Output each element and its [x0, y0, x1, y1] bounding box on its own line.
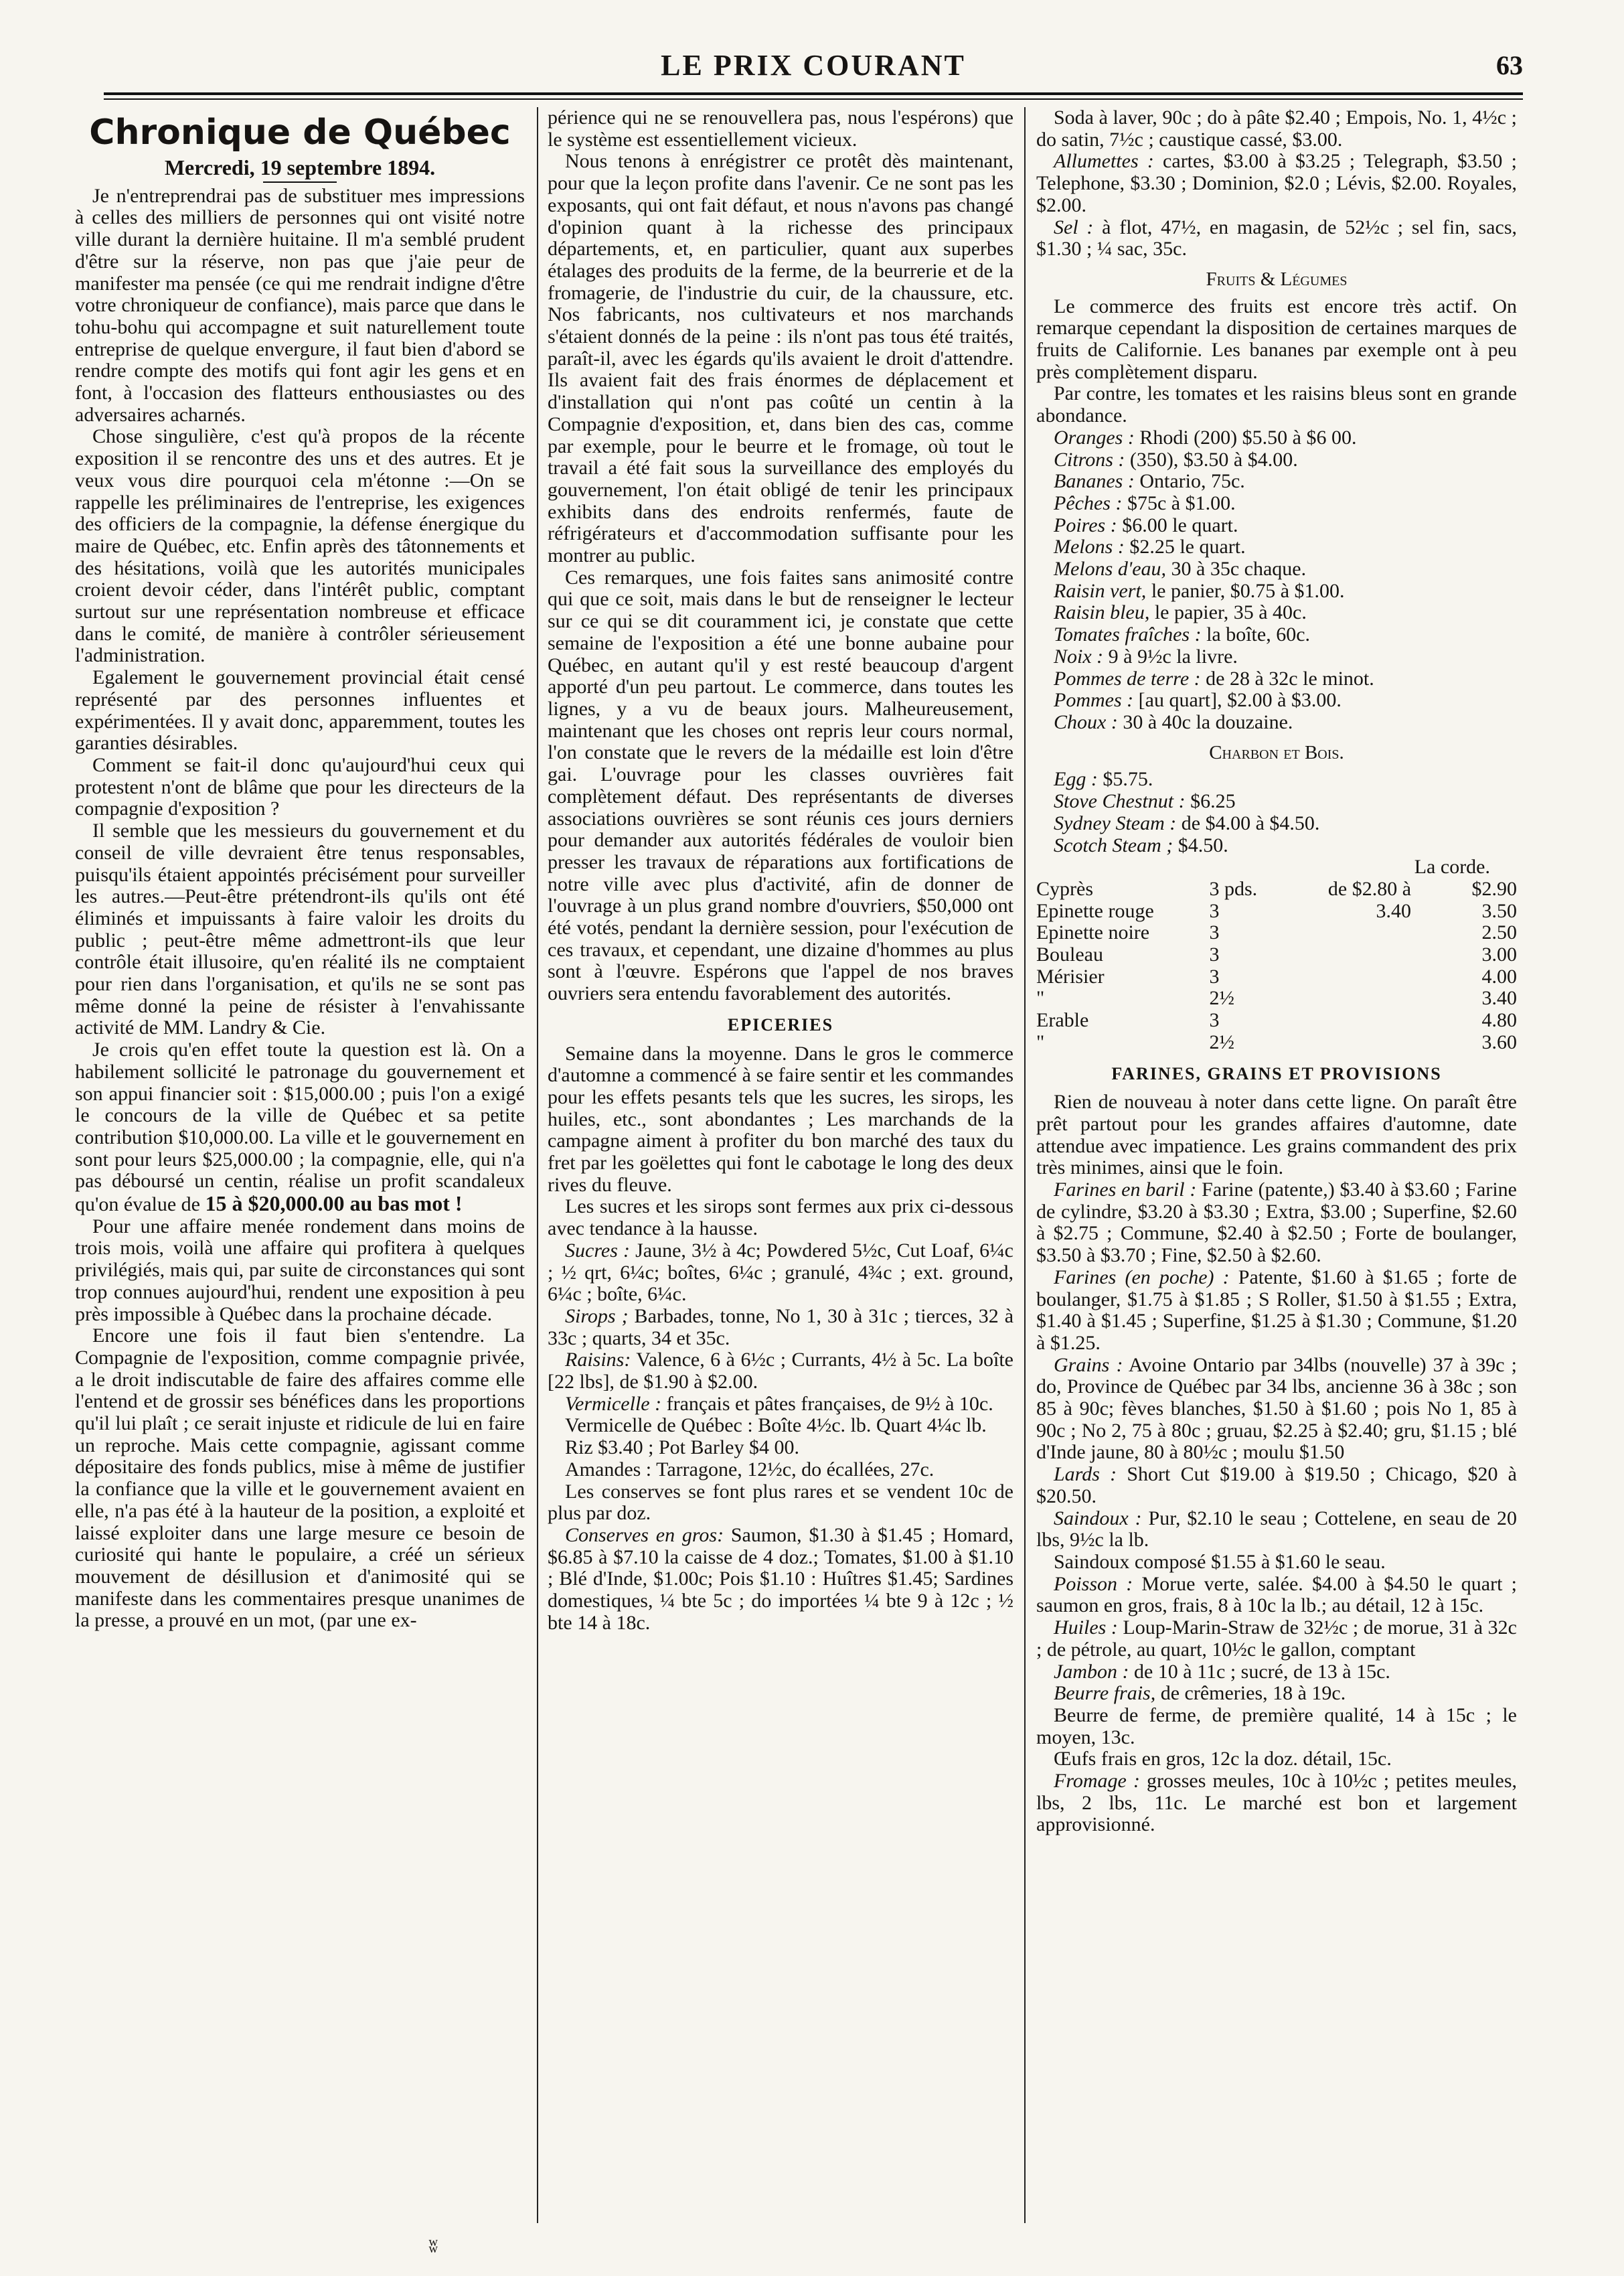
- paragraph: Par contre, les tomates et les raisins bleus sont en grande abondance.: [1036, 382, 1517, 427]
- price-item-text: (350), $3.50 à $4.00.: [1125, 448, 1298, 471]
- price-item-text: [au quart], $2.00 à $3.00.: [1133, 689, 1342, 712]
- price-item-text: la boîte, 60c.: [1201, 623, 1311, 646]
- price-item-label: Sydney Steam :: [1054, 812, 1177, 834]
- paragraph: Je n'entreprendrai pas de substituer mes impressions à celles des milliers de personnes qui ont visité notre ville durant la dernière huitaine. Il m'a semblé prudent d'être sur la réserve, non pas que j'aie peur de manifester ma pensée (ce qui me rendrait indigne d'être votre chroniqueur de confiance), mais parce que dans le tohu-bohu qui accompagne et suit naturellement toute entreprise de quelque envergure, il faut bien d'abord se rendre compte des motifs qui font agir les gens et en font, à l'occasion des flatteurs enthousiastes ou des adversaires acharnés.: [75, 184, 525, 426]
- price-item: [1036, 1355, 1517, 1464]
- price-item: [1036, 1179, 1517, 1267]
- price-item-label: Allumettes :: [1054, 150, 1154, 173]
- price-item-label: Pommes :: [1054, 689, 1134, 712]
- price-item-label: Conserves en gros:: [565, 1524, 724, 1546]
- price-item-label: Poisson :: [1054, 1572, 1133, 1595]
- price-item: [1036, 107, 1517, 151]
- price-item-label: Egg :: [1054, 768, 1098, 791]
- wood-price-high: 4.00: [1481, 965, 1517, 988]
- price-item-label: Farines en baril :: [1054, 1179, 1197, 1201]
- wood-row: [1036, 1010, 1517, 1032]
- price-item-text: $5.75.: [1097, 768, 1153, 791]
- paragraph: périence qui ne se renouvellera pas, nous l'espérons) que le système est essentiellement vicieux.: [548, 107, 1013, 151]
- section-heading-epiceries: EPICERIES: [727, 1014, 834, 1035]
- wood-unit-label: La corde.: [1414, 856, 1490, 879]
- price-item: [548, 1459, 1013, 1481]
- header-rule: [104, 92, 1523, 95]
- wood-price-high: 3.00: [1481, 943, 1517, 966]
- price-item: [1036, 1551, 1517, 1574]
- price-list: [1036, 769, 1517, 856]
- price-item-label: Choux :: [1054, 710, 1118, 733]
- price-item-text: 9 à 9½c la livre.: [1103, 645, 1238, 668]
- price-item: [1036, 151, 1517, 216]
- wood-name: Erable: [1036, 1009, 1089, 1032]
- price-item-text: grosses meules, 10c à 10½c ; petites meules, lbs, 2 lbs, 11c. Le marché est bon et largement approvisionné.: [1036, 1770, 1517, 1836]
- price-item-text: Avoine Ontario par 34lbs (nouvelle) 37 à 39c ; do, Province de Québec par 34 lbs, ancienne 36 à 38c ; son 85 à 90c; fèves blanches, $1.50 à $1.60 ; pois No 1, 85 à 90c ; No 2, 75 à 80c ; gruau, $2.25 à $2.40; gru, $1.15 ; blé d'Inde jaune, 80 à 80½c ; moulu $1.50: [1036, 1353, 1517, 1464]
- price-item: [548, 1481, 1013, 1525]
- printer-mark: ʬ: [428, 2236, 438, 2257]
- wood-price-high: $2.90: [1471, 877, 1517, 900]
- price-item: [1036, 515, 1517, 537]
- price-item-label: Fromage :: [1054, 1770, 1140, 1793]
- paragraph-with-amount: [75, 1039, 525, 1216]
- price-item-text: $6.00 le quart.: [1117, 514, 1238, 536]
- price-item: [548, 1349, 1013, 1393]
- page-header: [104, 48, 1523, 95]
- price-item: [1036, 217, 1517, 260]
- price-list: [1036, 107, 1517, 260]
- price-item: [1036, 813, 1517, 835]
- price-item: [1036, 1617, 1517, 1661]
- price-item-text: Short Cut $19.00 à $19.50 ; Chicago, $20 à $20.50.: [1036, 1463, 1517, 1507]
- paragraph: Nous tenons à enrégistrer ce protêt dès maintenant, pour que la leçon profite dans l'avenir. Ce ne sont pas les exposants, qui ont fait défaut, et nous n'avons pas changé d'opinion quant à la richesse des principaux départements, et, en particulier, quant aux superbes étalages des produits de la ferme, de la beurrerie et de la fromagerie, de l'industrie du cuir, de la chaussure, etc. Nos fabricants, nos cultivateurs et nos marchands s'étaient donnés de la peine : ils n'ont pas tous été traités, paraît-il, avec les égards qu'ils avaient le droit d'attendre. Ils avaient fait des frais énormes de déplacement et d'installation qui n'ont pas coûté un centin à la Compagnie d'exposition, et, dans bien des cas, comme par exemple, pour le beurre et le fromage, où tout le travail a été fait sous la surveillance des employés du gouvernement, l'on était obligé de tenir les principaux exhibits dans des endroits renfermés, faute de réfrigérateurs et d'accommodation suffisante pour les montrer au public.: [548, 150, 1013, 567]
- price-item: [1036, 690, 1517, 712]
- price-item-label: Melons :: [1054, 536, 1125, 558]
- wood-name: Cyprès: [1036, 877, 1093, 900]
- section-heading-fruits: Fruits & Légumes: [1206, 268, 1348, 290]
- price-item-text: de 28 à 32c le minot.: [1200, 667, 1374, 690]
- price-item-label: Pêches :: [1054, 491, 1123, 514]
- wood-name: Mérisier: [1036, 965, 1105, 988]
- price-item-label: Sucres :: [565, 1239, 630, 1262]
- price-item: [1036, 602, 1517, 624]
- price-item-label: Melons d'eau,: [1054, 558, 1167, 581]
- price-item-label: Lards :: [1054, 1463, 1117, 1486]
- price-item: [548, 1393, 1013, 1416]
- price-item: [1036, 1683, 1517, 1705]
- price-item-label: Vermicelle :: [565, 1392, 662, 1415]
- wood-qty: 3: [1209, 921, 1220, 944]
- price-item-text: $4.50.: [1173, 834, 1228, 856]
- wood-row: [1036, 1032, 1517, 1054]
- price-item-label: Pommes de terre :: [1054, 667, 1201, 690]
- price-list: [548, 1240, 1013, 1635]
- wood-price-low: [1286, 966, 1411, 988]
- header-rule-thin: [104, 98, 1523, 100]
- price-item-text: de crêmeries, 18 à 19c.: [1155, 1682, 1346, 1705]
- price-item: [1036, 1574, 1517, 1617]
- section-heading-farines: FARINES, GRAINS ET PROVISIONS: [1111, 1063, 1442, 1083]
- price-item: [548, 1306, 1013, 1349]
- price-item: [1036, 1508, 1517, 1551]
- price-item-text: cartes, $3.00 à $3.25 ; Telegraph, $3.50 ; Telephone, $3.30 ; Dominion, $2.0 ; Lévis, $2.00. Royales, $2.00.: [1036, 150, 1517, 216]
- price-item-text: Œufs frais en gros, 12c la doz. détail, 15c.: [1054, 1748, 1392, 1770]
- wood-row: [1036, 966, 1517, 988]
- price-item: [548, 1240, 1013, 1306]
- price-item: [1036, 1464, 1517, 1507]
- price-item-label: Sirops ;: [565, 1304, 629, 1327]
- price-item-label: Poires :: [1054, 514, 1117, 536]
- wood-qty: 2½: [1209, 1031, 1234, 1053]
- price-item: [1036, 449, 1517, 471]
- wood-price-table: [1036, 879, 1517, 1054]
- price-item: [1036, 712, 1517, 734]
- price-item-text: Saumon, $1.30 à $1.45 ; Homard, $6.85 à $7.10 la caisse de 4 doz.; Tomates, $1.00 à $1.10 ; Blé d'Inde, $1.00c; Pois $1.10 : Huîtres $1.45; Sardines domestiques, ¼ bte 5c ; do importées ¼ bte 9 à 12c ; ½ bte 14 à 18c.: [548, 1524, 1013, 1634]
- price-item-label: Oranges :: [1054, 426, 1135, 449]
- wood-qty: 3: [1209, 965, 1220, 988]
- price-item: [1036, 1267, 1517, 1355]
- paragraph: Rien de nouveau à noter dans cette ligne. On paraît être prêt partout pour les grandes affaires d'automne, date attendue avec impatience. Les grains commandent des prix très minimes, ainsi que le foin.: [1036, 1091, 1517, 1179]
- paragraph: Le commerce des fruits est encore très actif. On remarque cependant la disposition de certaines marques de fruits de Californie. Les bananes par exemple ont à peu près complètement disparu.: [1036, 295, 1517, 383]
- wood-name: Bouleau: [1036, 943, 1103, 966]
- price-item-label: Saindoux :: [1054, 1507, 1142, 1529]
- price-item: [1036, 624, 1517, 646]
- wood-row: [1036, 901, 1517, 923]
- price-item-label: Scotch Steam ;: [1054, 834, 1173, 856]
- price-item: [1036, 1661, 1517, 1683]
- price-item-text: de 10 à 11c ; sucré, de 13 à 15c.: [1129, 1660, 1390, 1683]
- price-item-text: Saindoux composé $1.55 à $1.60 le seau.: [1054, 1551, 1386, 1573]
- price-item-text: Les conserves se font plus rares et se vendent 10c de plus par doz.: [548, 1480, 1013, 1525]
- price-item-label: Tomates fraîches :: [1054, 623, 1202, 646]
- wood-price-high: 3.50: [1481, 899, 1517, 922]
- dateline-rule: [263, 181, 337, 183]
- article-heading: Chronique de Québec: [89, 112, 511, 153]
- wood-price-low: 3.40: [1376, 899, 1412, 922]
- wood-row: [1036, 944, 1517, 966]
- column-1: [75, 107, 525, 2223]
- wood-qty: 3: [1209, 899, 1220, 922]
- column-2: [548, 107, 1013, 2223]
- price-item-text: $2.25 le quart.: [1124, 536, 1246, 558]
- wood-name: Epinette rouge: [1036, 899, 1154, 922]
- price-item: [1036, 646, 1517, 668]
- price-item-text: $75c à $1.00.: [1122, 491, 1236, 514]
- price-item-text: Barbades, tonne, No 1, 30 à 31c ; tierces, 32 à 33c ; quarts, 34 et 35c.: [548, 1304, 1013, 1349]
- price-item-text: Jaune, 3½ à 4c; Powdered 5½c, Cut Loaf, 6¼c ; ½ qrt, 6¼c; boîtes, 6¼c ; granulé, 4¾c ; ext. ground, 6¼c ; boîte, 6¼c.: [548, 1239, 1013, 1306]
- price-item: [1036, 791, 1517, 813]
- paragraph: Pour une affaire menée rondement dans moins de trois mois, voilà une affaire qui profitera à quelques privilégiés, mais qui, par suite de circonstances qui sont trop connues aujourd'hui, rendent une exposition à peu près impossible à Québec dans la prochaine décade.: [75, 1215, 525, 1325]
- page-number: 63: [1496, 50, 1523, 80]
- price-item-text: Vermicelle de Québec : Boîte 4½c. lb. Quart 4¼c lb.: [565, 1414, 987, 1437]
- price-item-text: le panier, $0.75 à $1.00.: [1146, 579, 1345, 602]
- price-item: [548, 1525, 1013, 1635]
- wood-name: Epinette noire: [1036, 921, 1150, 944]
- wood-row: [1036, 879, 1517, 901]
- price-item-text: Beurre de ferme, de première qualité, 14 à 15c ; le moyen, 13c.: [1036, 1703, 1517, 1748]
- price-item: [1036, 471, 1517, 493]
- page-title: LE PRIX COURANT: [661, 49, 966, 82]
- price-item: [1036, 1748, 1517, 1770]
- price-item-label: Beurre frais,: [1054, 1682, 1156, 1705]
- wood-price-low: [1286, 988, 1411, 1010]
- paragraph-text: Je crois qu'en effet toute la question est là. On a habilement sollicité le patronage du gouvernement et son appui financier soit : $15,000.00 ; puis l'on a exigé le concours de la ville de Québec et sa petite contribution $10,000.00. La ville et le gouvernement en sont pour leurs $25,000.00 ; la compagnie, elle, qui n'a pas déboursé un centin, réalise un profit scandaleux qu'on évalue de: [75, 1039, 525, 1216]
- price-item-label: Jambon :: [1054, 1660, 1129, 1683]
- paragraph: Ces remarques, une fois faites sans animosité contre qui que ce soit, mais dans le but de renseigner le lecteur sur ce qui se dit couramment ici, je constate que cette semaine de l'exposition a été une bonne aubaine pour Québec, en autant qu'il y est resté beaucoup d'argent apporté d'un peu partout. Le commerce, dans toutes les lignes, y a vu de beaux jours. Malheureusement, maintenant que les choses ont repris leur cours normal, l'on constate que le revers de la médaille est loin d'être gai. L'ouvrage pour les classes ouvrières fait complètement défaut. Des représentants de diverses associations ouvrières se sont réunis ces jours derniers pour demander aux autorités fédérales de vouloir bien presser les travaux de réparations aux fortifications de notre ville avec plus d'activité, afin de donner de l'ouvrage à un plus grand nombre d'ouvriers, $50,000 ont été votés, pendant la dernière session, pour l'exécution de ces travaux, et cependant, une dizaine d'hommes au plus sont à l'œuvre. Espérons que l'appel de nos braves ouvriers sera entendu favorablement des autorités.: [548, 566, 1013, 1005]
- price-item-label: Bananes :: [1054, 470, 1135, 493]
- price-item-text: Amandes : Tarragone, 12½c, do écallées, 27c.: [565, 1458, 935, 1481]
- wood-price-high: 3.40: [1481, 987, 1517, 1010]
- price-item-label: Raisin vert,: [1054, 579, 1147, 602]
- price-item-text: Rhodi (200) $5.50 à $6 00.: [1134, 426, 1357, 449]
- wood-qty: 3: [1209, 1009, 1220, 1032]
- price-item-text: Patente, $1.60 à $1.65 ; forte de boulanger, $1.75 à $1.85 ; S Roller, $1.50 à $1.55 ; Extra, $1.40 à $1.45 ; Superfine, $1.25 à $1.30 ; Commune, $1.20 à $1.25.: [1036, 1266, 1517, 1354]
- paragraph: Comment se fait-il donc qu'aujourd'hui ceux qui protestent n'ont de blâme que pour les directeurs de la compagnie d'exposition ?: [75, 753, 525, 820]
- wood-name: ": [1036, 1031, 1045, 1053]
- price-item-text: $6.25: [1185, 790, 1236, 813]
- price-item: [1036, 1705, 1517, 1748]
- price-item-text: Riz $3.40 ; Pot Barley $4 00.: [565, 1436, 799, 1459]
- price-item-text: Ontario, 75c.: [1134, 470, 1245, 493]
- section-heading-charbon: Charbon et Bois.: [1209, 741, 1344, 763]
- price-item: [1036, 536, 1517, 558]
- price-item-text: Loup-Marin-Straw de 32½c ; de morue, 31 à 32c ; de pétrole, au quart, 10½c le gallon, comptant: [1036, 1616, 1517, 1661]
- price-item-label: Raisins:: [565, 1349, 631, 1371]
- wood-price-low: [1286, 1010, 1411, 1032]
- price-item-label: Citrons :: [1054, 448, 1125, 471]
- wood-price-high: 2.50: [1481, 921, 1517, 944]
- column-divider: [537, 107, 538, 2223]
- price-item-text: Morue verte, salée. $4.00 à $4.50 le quart ; saumon en gros, frais, 8 à 10c la lb.; au détail, 12 à 15c.: [1036, 1572, 1517, 1617]
- wood-price-low: [1286, 944, 1411, 966]
- wood-name: ": [1036, 987, 1045, 1010]
- price-item: [1036, 493, 1517, 515]
- price-item: [1036, 1770, 1517, 1836]
- bold-amount: 15 à $20,000.00 au bas mot !: [205, 1191, 463, 1216]
- price-item-text: français et pâtes françaises, de 9½ à 10c.: [661, 1392, 993, 1415]
- paragraph: Semaine dans la moyenne. Dans le gros le commerce d'automne a commencé à se faire sentir et les commandes pour les effets pesants tels que les sucres, les sirops, les huiles, etc., sont abondantes ; Les marchands de la campagne aiment à profiter du bon marché des taux du fret par les goëlettes qui font le cabotage le long des deux rives du fleuve.: [548, 1042, 1013, 1196]
- wood-price-high: 4.80: [1481, 1009, 1517, 1032]
- wood-price-high: 3.60: [1481, 1031, 1517, 1053]
- paragraph: Il semble que les messieurs du gouvernement et du conseil de ville devraient être tenus responsables, puisqu'ils étaient appointés précisément pour surveiller les autres.—Peut-être prétendront-ils qu'ils ont été éliminés et impuissants à faire valoir les droits du public ; peut-être même admettront-ils que leur contrôle était illusoire, qu'en réalité ils ne comptaient pour rien dans l'organisation, et qu'ils ne se sont pas même donné la peine de résister à l'envahissante activité de MM. Landry & Cie.: [75, 820, 525, 1039]
- wood-price-low: [1286, 922, 1411, 944]
- price-item: [1036, 558, 1517, 581]
- price-item: [548, 1415, 1013, 1437]
- price-item-label: Stove Chestnut :: [1054, 790, 1186, 813]
- price-item-label: Huiles :: [1054, 1616, 1118, 1639]
- price-item-label: Noix :: [1054, 645, 1104, 668]
- price-item-text: 30 à 40c la douzaine.: [1117, 710, 1293, 733]
- price-item: [1036, 581, 1517, 603]
- price-item-text: Soda à laver, 90c ; do à pâte $2.40 ; Empois, No. 1, 4½c ; do satin, 7½c ; caustique cassé, $3.00.: [1036, 107, 1517, 151]
- price-list: [1036, 1179, 1517, 1836]
- price-item-text: Farine (patente,) $3.40 à $3.60 ; Farine de cylindre, $3.20 à $3.30 ; Extra, $3.00 ; Superfine, $2.60 à $2.75 ; Commune, $2.40 à $2.50 ; Forte de boulanger, $3.50 à $3.70 ; Fine, $2.50 à $2.60.: [1036, 1179, 1517, 1267]
- paragraph: Chose singulière, c'est qu'à propos de la récente exposition il se rencontre des uns et des autres. Et je veux vous dire pourquoi cela m'étonne :—On se rappelle les préliminaires de l'entreprise, les exigences des officiers de la compagnie, la défense énergique du maire de Québec, etc. Enfin après des tâtonnements et des hésitations, voilà que les autorités municipales croient devoir céder, dans l'intérêt public, comptant surtout sur une représentation nombreuse et efficace dans le comité, de manière à contrôler sérieusement l'administration.: [75, 425, 525, 667]
- wood-price-low: [1286, 1032, 1411, 1054]
- price-item-text: à flot, 47½, en magasin, de 52½c ; sel fin, sacs, $1.30 ; ¼ sac, 35c.: [1036, 216, 1517, 260]
- column-divider: [1024, 107, 1026, 2223]
- price-item-label: Farines (en poche) :: [1054, 1266, 1230, 1288]
- price-item-text: Pur, $2.10 le seau ; Cottelene, en seau de 20 lbs, 9½c la lb.: [1036, 1507, 1517, 1551]
- wood-qty: 2½: [1209, 987, 1234, 1010]
- price-item-text: de $4.00 à $4.50.: [1176, 812, 1320, 834]
- paragraph: Egalement le gouvernement provincial était censé représenté par des personnes influentes et expérimentées. Il y avait donc, apparemment, toutes les garanties désirables.: [75, 666, 525, 755]
- paragraph: Encore une fois il faut bien s'entendre. La Compagnie de l'exposition, comme compagnie privée, a le droit indiscutable de faire des affaires comme elle l'entend et de grossir ses bénéfices dans les proportions qu'il lui plaît ; ce serait injuste et ridicule de lui en faire un reproche. Mais cette compagnie, agissant comme dépositaire des fonds publics, mise à même de justifier la confiance que la ville et le gouvernement avaient en elle, n'a pas été à la hauteur de la position, a exploité et laissé exploiter dans une large mesure ce besoin de curiosité qui hante le populaire, a créé un sérieux mouvement de désillusion et d'animosité qui se manifeste dans les commentaires presque unanimes de la presse, a prouvé en un mot, (par une ex-: [75, 1324, 525, 1632]
- price-item: [548, 1437, 1013, 1459]
- wood-row: [1036, 988, 1517, 1010]
- wood-qty: 3 pds.: [1209, 877, 1258, 900]
- price-item: [1036, 835, 1517, 857]
- wood-qty: 3: [1209, 943, 1220, 966]
- price-item-text: 30 à 35c chaque.: [1166, 558, 1307, 581]
- dateline: Mercredi, 19 septembre 1894.: [164, 155, 436, 179]
- price-item-text: Valence, 6 à 6½c ; Currants, 4½ à 5c. La boîte [22 lbs], de $1.90 à $2.00.: [548, 1349, 1013, 1393]
- price-item-label: Grains :: [1054, 1353, 1123, 1376]
- price-item-label: Raisin bleu,: [1054, 601, 1150, 624]
- price-list: [1036, 427, 1517, 734]
- column-3: [1036, 107, 1517, 2223]
- wood-row: [1036, 922, 1517, 944]
- price-item: [1036, 427, 1517, 449]
- paragraph: Les sucres et les sirops sont fermes aux prix ci-dessous avec tendance à la hausse.: [548, 1195, 1013, 1240]
- price-item: [1036, 668, 1517, 690]
- price-item: [1036, 769, 1517, 791]
- wood-price-low: de $2.80 à: [1327, 877, 1412, 900]
- price-item-label: Sel :: [1054, 216, 1094, 238]
- price-item-text: le papier, 35 à 40c.: [1149, 601, 1307, 624]
